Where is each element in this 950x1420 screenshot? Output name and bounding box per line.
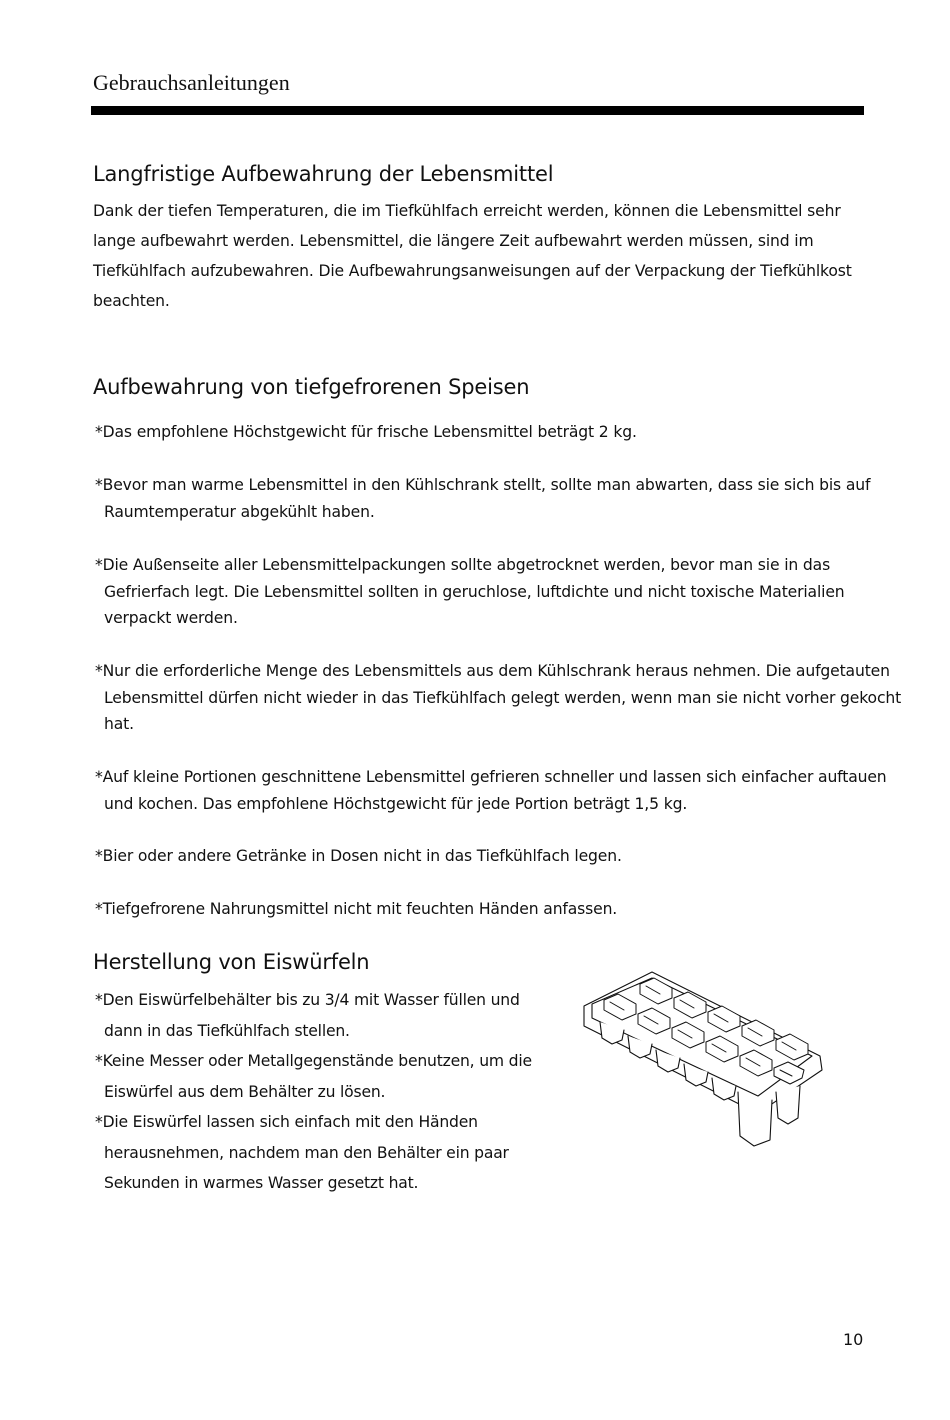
section-title-ice-cubes: Herstellung von Eiswürfeln [93,950,370,974]
bullet-small-portions: *Auf kleine Portionen geschnittene Lebensmittel gefrieren schneller und lassen sich einfacher auftauen und kochen. Das empfohlene Höchstgewicht für jede Portion beträgt 1,5 kg. [95,768,887,813]
section-title-frozen-food-storage: Aufbewahrung von tiefgefrorenen Speisen [93,375,530,399]
page-number: 10 [843,1330,864,1349]
section-paragraph-long-term-storage: Dank der tiefen Temperaturen, die im Tiefkühlfach erreicht werden, können die Lebensmittel sehr lange aufbewahrt werden. Lebensmittel, die längere Zeit aufbewahrt werden müssen, sind im Tiefkühlfach aufzubewahren. Die Aufbewahrungsanweisungen auf der Verpackung der Tiefkühlkost beachten. [93,202,852,310]
bullet-cool-down-warm-food: *Bevor man warme Lebensmittel in den Kühlschrank stellt, sollte man abwarten, dass sie sich bis auf Raumtemperatur abgekühlt haben. [95,476,871,521]
section-title-long-term-storage: Langfristige Aufbewahrung der Lebensmittel [93,162,554,186]
ice-cube-tray-icon [580,968,830,1153]
list-item: *Den Eiswürfelbehälter bis zu 3/4 mit Wasser füllen und dann in das Tiefkühlfach stellen. [95,991,520,1040]
bullet-required-quantity: *Nur die erforderliche Menge des Lebensmittels aus dem Kühlschrank heraus nehmen. Die aufgetauten Lebensmittel dürfen nicht wieder in das Tiefkühlfach gelegt werden, wenn man sie nicht vorher gekocht hat. [95,662,902,733]
ice-cube-instructions [95,985,535,1199]
bullet-no-wet-hands: *Tiefgefrorene Nahrungsmittel nicht mit feuchten Händen anfassen. [95,900,618,918]
list-item: *Keine Messer oder Metallgegenstände benutzen, um die Eiswürfel aus dem Behälter zu lösen. [95,1052,532,1101]
header-rule [91,106,864,115]
bullet-no-cans: *Bier oder andere Getränke in Dosen nicht in das Tiefkühlfach legen. [95,847,622,865]
bullet-max-weight-fresh-food: *Das empfohlene Höchstgewicht für frische Lebensmittel beträgt 2 kg. [95,423,637,441]
bullet-dry-packaging: *Die Außenseite aller Lebensmittelpackungen sollte abgetrocknet werden, bevor man sie in das Gefrierfach legt. Die Lebensmittel sollten in geruchlose, luftdichte und nicht toxische Materialien verpackt werden. [95,556,845,627]
header-title: Gebrauchsanleitungen [93,70,290,95]
list-item: *Die Eiswürfel lassen sich einfach mit den Händen herausnehmen, nachdem man den Behälter ein paar Sekunden in warmes Wasser gesetzt hat. [95,1113,509,1192]
